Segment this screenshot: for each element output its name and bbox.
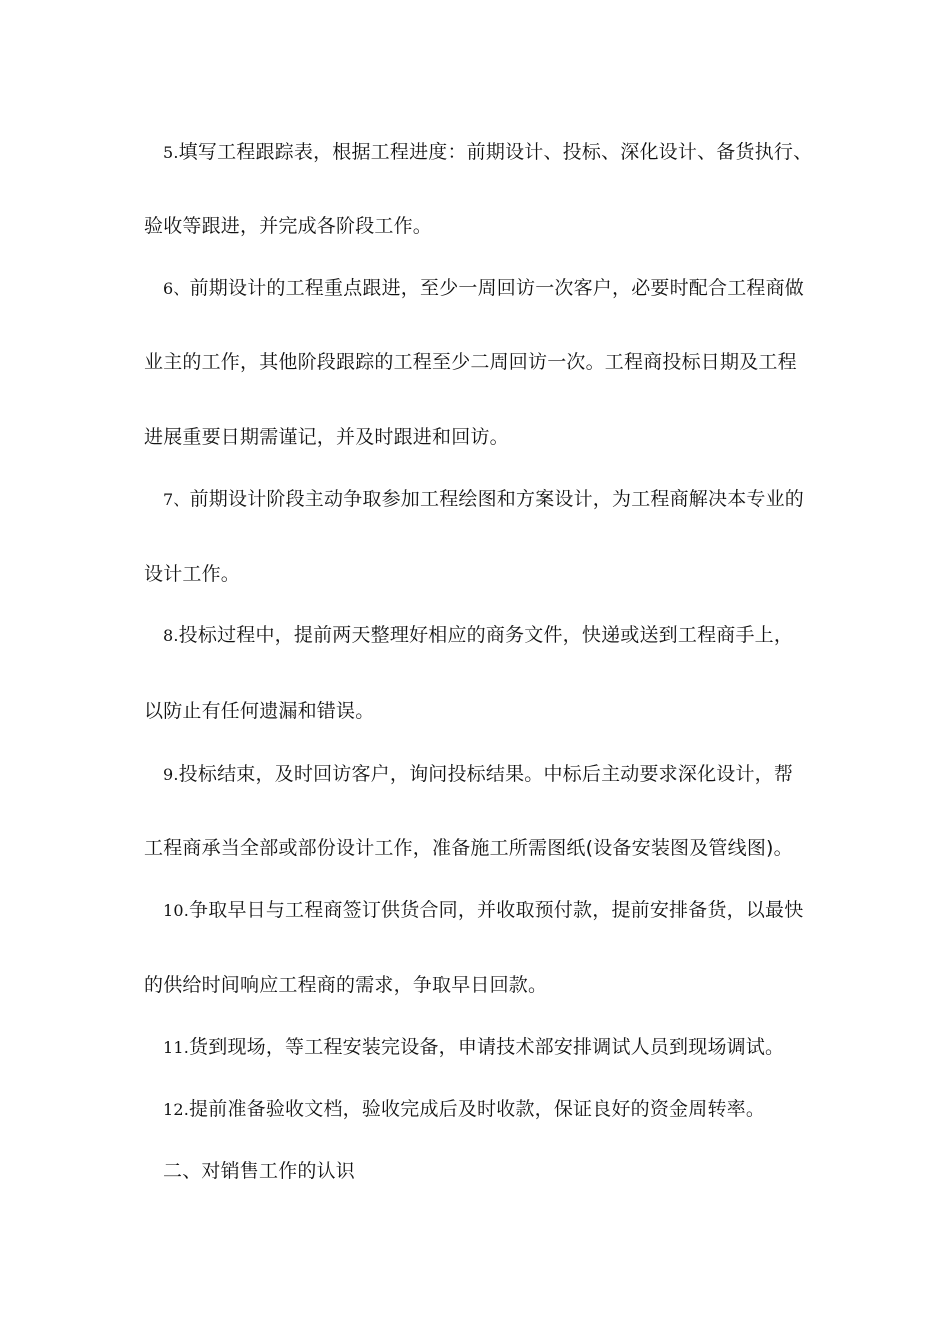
paragraph-10-line-1: [163, 896, 843, 925]
paragraph-8-number: 8.: [163, 626, 179, 645]
paragraph-10-line-2: 的供给时间响应工程商的需求，争取早日回款。: [144, 974, 548, 996]
paragraph-6-line-2: 业主的工作，其他阶段跟踪的工程至少二周回访一次。工程商投标日期及工程: [144, 351, 797, 373]
paragraph-11-text-1: 货到现场，等工程安装完设备，申请技术部安排调试人员到现场调试。: [189, 1036, 785, 1058]
paragraph-11-line-1: [163, 1033, 843, 1062]
paragraph-10-number: 10.: [163, 901, 190, 920]
paragraph-12-text-1: 提前准备验收文档，验收完成后及时收款，保证良好的资金周转率。: [189, 1098, 766, 1120]
paragraph-7-line-1: [163, 485, 843, 514]
paragraph-8-text-1: 投标过程中，提前两天整理好相应的商务文件，快递或送到工程商手上，: [178, 624, 794, 646]
paragraph-5-number: 5.: [163, 143, 179, 162]
paragraph-10-text-1: 争取早日与工程商签订供货合同，并收取预付款，提前安排备货，以最快: [189, 899, 804, 921]
paragraph-5-text-1: 填写工程跟踪表，根据工程进度：前期设计、投标、深化设计、备货执行、: [178, 141, 813, 163]
paragraph-5-line-2: 验收等跟进，并完成各阶段工作。: [144, 215, 433, 237]
paragraph-6-text-1: 前期设计的工程重点跟进，至少一周回访一次客户，必要时配合工程商做: [189, 277, 804, 299]
paragraph-9-text-1: 投标结束，及时回访客户，询问投标结果。中标后主动要求深化设计，帮: [178, 763, 794, 785]
paragraph-9-number: 9.: [163, 765, 179, 784]
paragraph-7-line-2: 设计工作。: [144, 563, 241, 585]
section-heading: 二、对销售工作的认识: [163, 1160, 356, 1182]
paragraph-11-number: 11.: [163, 1038, 190, 1057]
paragraph-8-line-1: [163, 621, 843, 650]
paragraph-12-line-1: [163, 1095, 843, 1124]
paragraph-7-number: 7、: [163, 490, 190, 509]
paragraph-9-line-2: 工程商承当全部或部份设计工作，准备施工所需图纸(设备安装图及管线图)。: [144, 837, 793, 859]
paragraph-6-line-1: [163, 274, 843, 303]
paragraph-7-text-1: 前期设计阶段主动争取参加工程绘图和方案设计，为工程商解决本专业的: [189, 488, 804, 510]
paragraph-8-line-2: 以防止有任何遗漏和错误。: [144, 700, 375, 722]
paragraph-6-line-3: 进展重要日期需谨记，并及时跟进和回访。: [144, 426, 509, 448]
paragraph-6-number: 6、: [163, 279, 190, 298]
paragraph-12-number: 12.: [163, 1100, 190, 1119]
paragraph-5-line-1: [163, 138, 843, 167]
paragraph-9-line-1: [163, 760, 843, 789]
